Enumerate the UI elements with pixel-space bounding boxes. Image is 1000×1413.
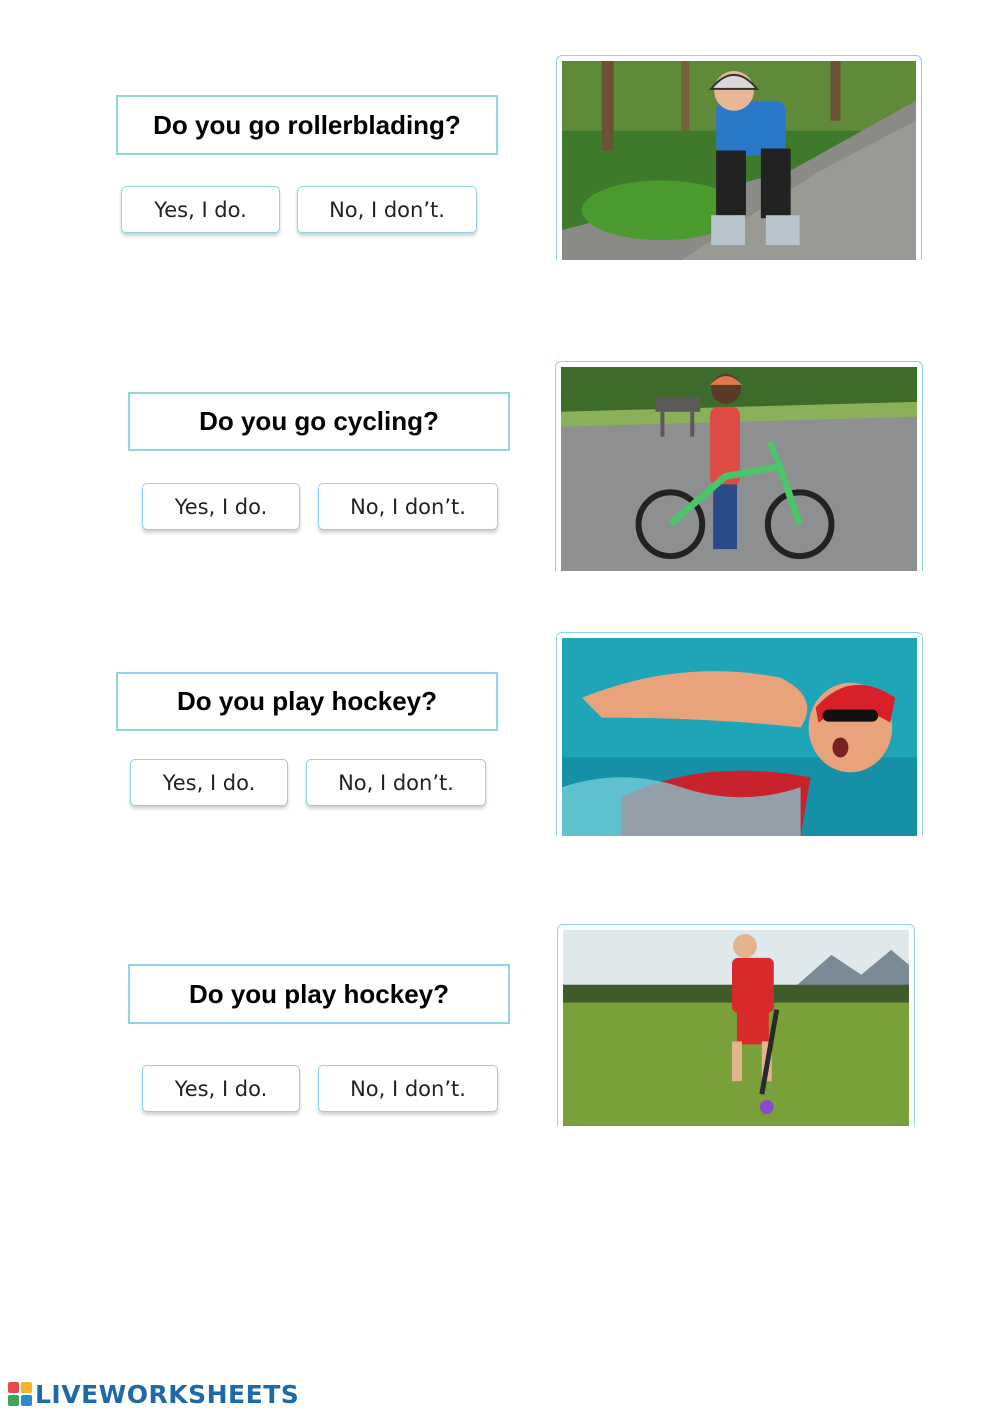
no-label-2: No, I don’t. [350, 494, 466, 519]
no-button-1[interactable] [297, 186, 477, 233]
question-text-1: Do you go rollerblading? [153, 109, 461, 140]
no-button-4[interactable] [318, 1065, 498, 1112]
child-cycling-photo [561, 367, 917, 571]
photo-frame-4 [557, 924, 915, 1126]
yes-button-4[interactable] [142, 1065, 300, 1112]
question-box-1 [116, 95, 498, 155]
child-rollerblading-photo [562, 61, 916, 260]
yes-label-2: Yes, I do. [174, 494, 268, 519]
footer-brand-text: LIVEWORKSHEETS [35, 1379, 300, 1409]
swimmer-photo [562, 638, 917, 836]
no-label-1: No, I don’t. [329, 197, 445, 222]
yes-button-2[interactable] [142, 483, 300, 530]
question-box-4 [128, 964, 510, 1024]
no-label-3: No, I don’t. [338, 770, 454, 795]
question-box-2 [128, 392, 510, 451]
liveworksheets-logo-icon [8, 1382, 32, 1406]
question-text-3: Do you play hockey? [176, 686, 438, 716]
no-button-3[interactable] [306, 759, 486, 806]
photo-frame-2 [555, 361, 923, 571]
question-text-2: Do you go cycling? [199, 406, 439, 436]
photo-frame-1 [556, 55, 922, 260]
yes-button-1[interactable] [121, 186, 280, 233]
no-label-4: No, I don’t. [350, 1076, 466, 1101]
no-button-2[interactable] [318, 483, 498, 530]
photo-frame-3 [556, 632, 923, 836]
girl-field-hockey-photo [563, 930, 909, 1126]
yes-label-3: Yes, I do. [162, 770, 256, 795]
question-box-3 [116, 672, 498, 731]
yes-button-3[interactable] [130, 759, 288, 806]
yes-label-4: Yes, I do. [174, 1076, 268, 1101]
question-text-4: Do you play hockey? [188, 978, 450, 1009]
footer-branding [8, 1378, 299, 1410]
yes-label-1: Yes, I do. [154, 197, 247, 222]
